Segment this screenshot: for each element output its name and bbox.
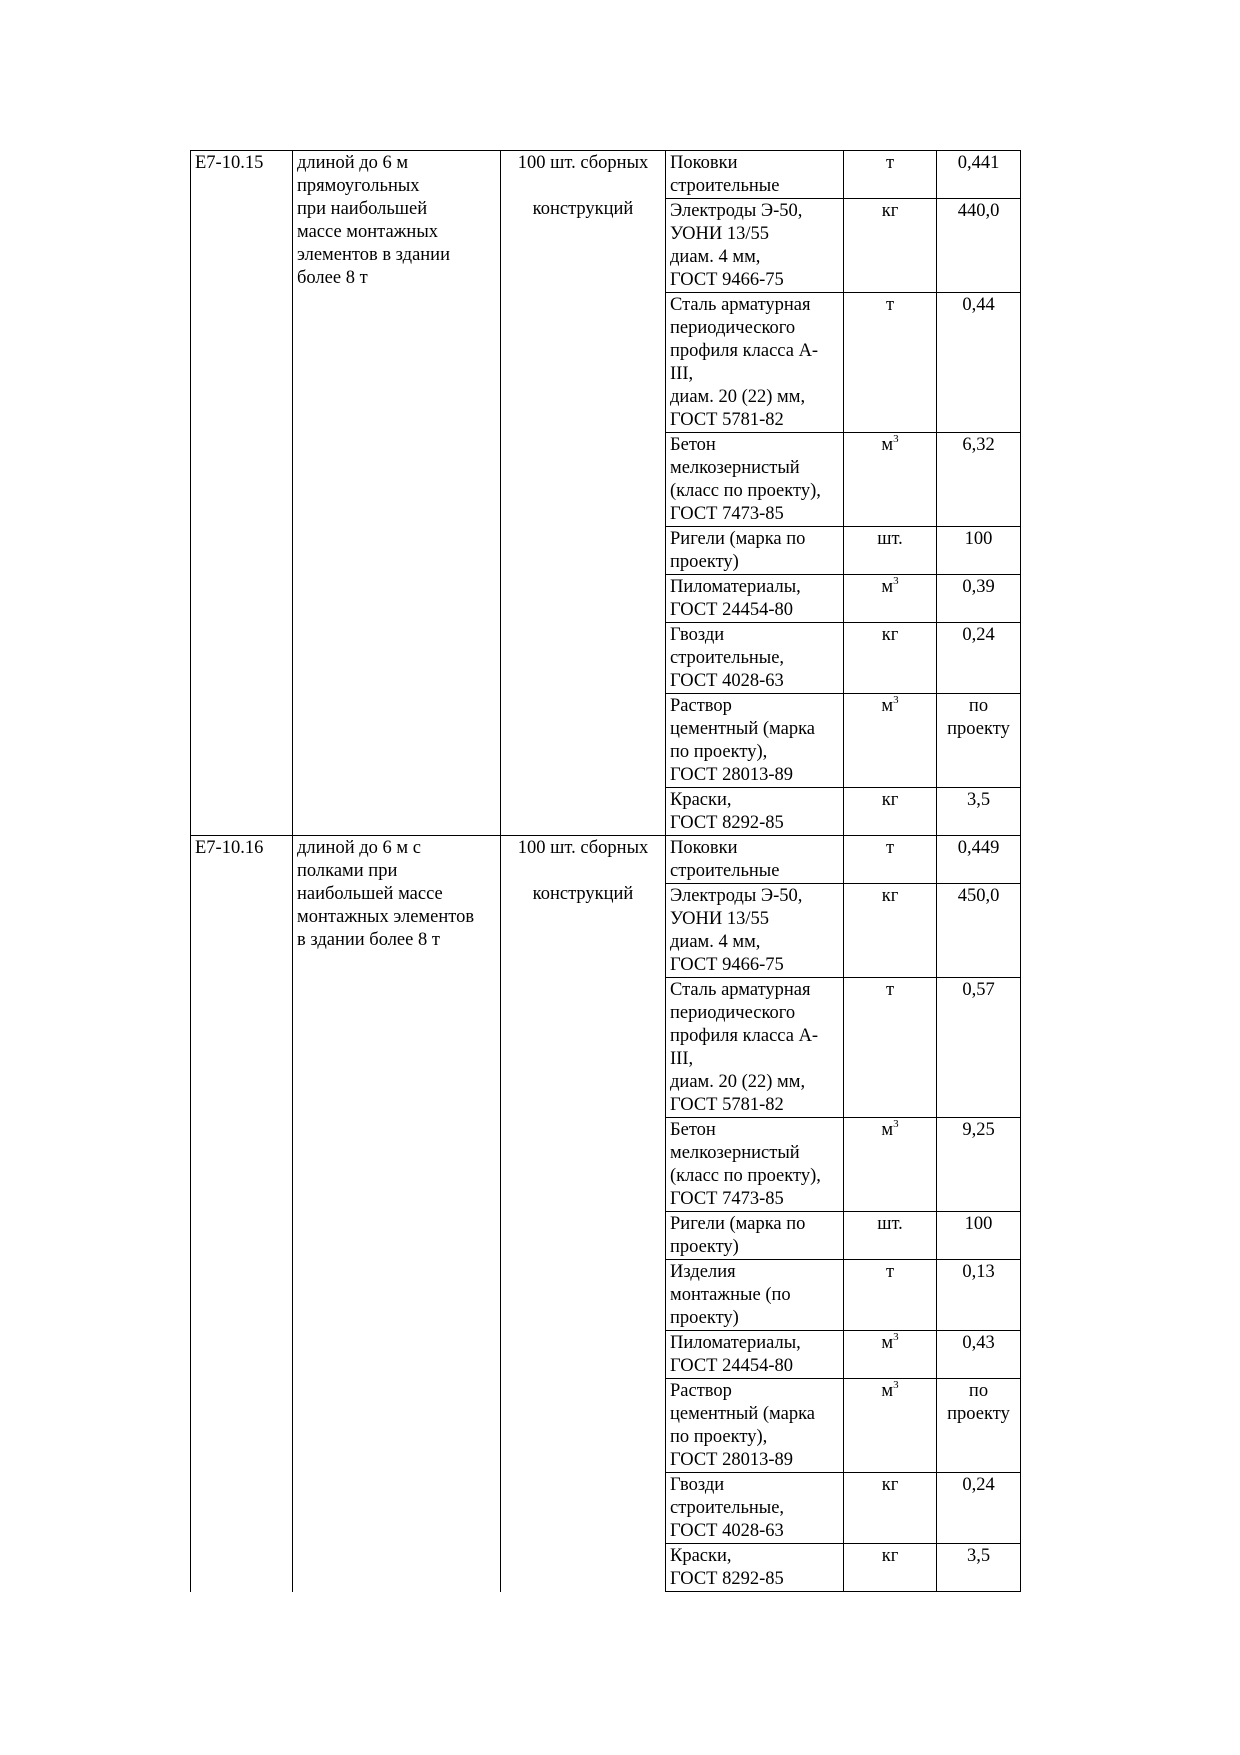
resource-quantity: по проекту: [937, 1379, 1021, 1473]
resource-name-line: профиля класса А-: [670, 1026, 819, 1046]
norm-description-line: монтажных элементов: [297, 907, 475, 927]
resource-name: [666, 527, 844, 575]
table-row: [191, 836, 1021, 884]
norm-unit-line: конструкций: [532, 199, 634, 219]
resource-unit-text: кг: [881, 886, 899, 906]
resource-name-line: Ригели (марка по: [670, 1214, 806, 1234]
resource-name: [666, 694, 844, 788]
resource-name-line: по проекту),: [670, 742, 768, 762]
document-page: [190, 150, 1020, 1592]
resource-name: [666, 151, 844, 199]
resource-name-line: Краски,: [670, 1546, 732, 1566]
resource-name-line: проекту): [670, 1237, 739, 1257]
resource-name-line: периодического: [670, 1003, 796, 1023]
resource-quantity: 0,449: [937, 836, 1021, 884]
resource-quantity: 440,0: [937, 199, 1021, 293]
resource-name-line: ГОСТ 5781-82: [670, 410, 784, 430]
resource-name-line: цементный (марка: [670, 719, 815, 739]
resource-quantity: 9,25: [937, 1118, 1021, 1212]
resource-name: [666, 199, 844, 293]
resource-name-line: ГОСТ 24454-80: [670, 600, 793, 620]
norm-description-line: более 8 т: [297, 268, 368, 288]
norm-unit: [501, 151, 666, 836]
norm-code: Е7-10.16: [191, 836, 293, 1592]
resource-unit: [844, 1260, 937, 1331]
resource-name-line: диам. 20 (22) мм,: [670, 1072, 806, 1092]
resource-name-line: Пиломатериалы,: [670, 577, 801, 597]
resource-name-line: цементный (марка: [670, 1404, 815, 1424]
resource-quantity: 100: [937, 1212, 1021, 1260]
resource-name-line: Краски,: [670, 790, 732, 810]
resource-name-line: Поковки: [670, 153, 738, 173]
resource-unit-text: т: [885, 1262, 895, 1282]
resource-name: [666, 575, 844, 623]
resource-unit-text: м: [881, 1120, 894, 1140]
norm-unit-line: 100 шт. сборных: [517, 838, 649, 858]
resource-unit-text: кг: [881, 1546, 899, 1566]
resource-unit: [844, 527, 937, 575]
resource-name-line: строительные,: [670, 1498, 785, 1518]
resource-unit-text: шт.: [877, 1214, 903, 1234]
resource-name-line: Сталь арматурная: [670, 295, 811, 315]
resource-quantity: 0,13: [937, 1260, 1021, 1331]
norm-description: [293, 151, 501, 836]
resource-unit: [844, 694, 937, 788]
resource-name: [666, 293, 844, 433]
resource-name-line: III,: [670, 364, 694, 384]
resource-name-line: диам. 20 (22) мм,: [670, 387, 806, 407]
resource-unit: [844, 199, 937, 293]
norm-description-line: элементов в здании: [297, 245, 450, 265]
resource-name-line: Бетон: [670, 435, 716, 455]
resource-name-line: ГОСТ 24454-80: [670, 1356, 793, 1376]
resource-name-line: ГОСТ 9466-75: [670, 270, 784, 290]
resource-name-line: УОНИ 13/55: [670, 909, 770, 929]
resource-unit: [844, 788, 937, 836]
resource-name-line: ГОСТ 8292-85: [670, 813, 784, 833]
resource-unit-text: м: [881, 435, 894, 455]
resource-unit-superscript: 3: [893, 693, 899, 706]
resource-name: [666, 1331, 844, 1379]
resource-name: [666, 623, 844, 694]
resource-name-line: Поковки: [670, 838, 738, 858]
resource-name: [666, 836, 844, 884]
resource-quantity: 0,24: [937, 1473, 1021, 1544]
resource-name-line: монтажные (по: [670, 1285, 791, 1305]
resource-name: [666, 1212, 844, 1260]
resource-unit: [844, 293, 937, 433]
resource-name-line: Бетон: [670, 1120, 716, 1140]
resource-name-line: ГОСТ 7473-85: [670, 504, 784, 524]
resource-unit-text: кг: [881, 201, 899, 221]
resource-quantity: 0,24: [937, 623, 1021, 694]
resource-name-line: УОНИ 13/55: [670, 224, 770, 244]
resource-unit-text: м: [881, 577, 894, 597]
resource-unit-superscript: 3: [893, 1378, 899, 1391]
resource-unit: [844, 1118, 937, 1212]
resource-name-line: ГОСТ 4028-63: [670, 1521, 784, 1541]
resource-unit: [844, 1544, 937, 1592]
resource-unit-text: кг: [881, 790, 899, 810]
resource-name: [666, 433, 844, 527]
resource-unit: [844, 836, 937, 884]
resource-unit-superscript: 3: [893, 432, 899, 445]
resource-unit: [844, 151, 937, 199]
resource-name: [666, 978, 844, 1118]
resource-name-line: строительные,: [670, 648, 785, 668]
resource-name-line: профиля класса А-: [670, 341, 819, 361]
resource-name: [666, 788, 844, 836]
norm-description-line: в здании более 8 т: [297, 930, 440, 950]
resource-name-line: Гвозди: [670, 625, 725, 645]
resource-unit-text: м: [881, 1381, 894, 1401]
norm-description-line: при наибольшей: [297, 199, 428, 219]
resource-name-line: диам. 4 мм,: [670, 247, 761, 267]
resource-quantity: 0,44: [937, 293, 1021, 433]
resource-unit-text: кг: [881, 625, 899, 645]
resource-quantity: 0,39: [937, 575, 1021, 623]
resource-unit-text: м: [881, 696, 894, 716]
resource-name-line: III,: [670, 1049, 694, 1069]
resource-name: [666, 1544, 844, 1592]
resource-norms-table: [190, 150, 1021, 1592]
resource-quantity: 0,43: [937, 1331, 1021, 1379]
norm-description-line: наибольшей массе: [297, 884, 443, 904]
resource-name: [666, 884, 844, 978]
resource-name-line: строительные: [670, 861, 780, 881]
resource-unit: [844, 884, 937, 978]
resource-name-line: Ригели (марка по: [670, 529, 806, 549]
resource-unit: [844, 978, 937, 1118]
resource-unit: [844, 1473, 937, 1544]
resource-quantity: 450,0: [937, 884, 1021, 978]
resource-name-line: Электроды Э-50,: [670, 201, 803, 221]
resource-name-line: Сталь арматурная: [670, 980, 811, 1000]
resource-quantity: 3,5: [937, 788, 1021, 836]
resource-quantity: 6,32: [937, 433, 1021, 527]
resource-name-line: диам. 4 мм,: [670, 932, 761, 952]
norm-description-line: полками при: [297, 861, 398, 881]
norm-description-line: прямоугольных: [297, 176, 420, 196]
resource-unit: [844, 1212, 937, 1260]
resource-name: [666, 1260, 844, 1331]
resource-name-line: строительные: [670, 176, 780, 196]
norm-code: Е7-10.15: [191, 151, 293, 836]
norm-description-line: массе монтажных: [297, 222, 439, 242]
resource-name-line: ГОСТ 5781-82: [670, 1095, 784, 1115]
resource-name-line: ГОСТ 9466-75: [670, 955, 784, 975]
resource-name-line: ГОСТ 7473-85: [670, 1189, 784, 1209]
resource-name-line: Пиломатериалы,: [670, 1333, 801, 1353]
resource-name-line: ГОСТ 28013-89: [670, 1450, 793, 1470]
resource-name-line: ГОСТ 4028-63: [670, 671, 784, 691]
resource-name: [666, 1118, 844, 1212]
resource-name-line: по проекту),: [670, 1427, 768, 1447]
resource-name-line: мелкозернистый: [670, 458, 800, 478]
resource-unit-text: шт.: [877, 529, 903, 549]
resource-name-line: (класс по проекту),: [670, 481, 821, 501]
resource-unit: [844, 433, 937, 527]
resource-name-line: проекту): [670, 1308, 739, 1328]
resource-name-line: периодического: [670, 318, 796, 338]
resource-unit-text: м: [881, 1333, 894, 1353]
resource-quantity: 100: [937, 527, 1021, 575]
norm-description-line: длиной до 6 м с: [297, 838, 421, 858]
resource-name-line: мелкозернистый: [670, 1143, 800, 1163]
resource-quantity: по проекту: [937, 694, 1021, 788]
resource-name-line: Электроды Э-50,: [670, 886, 803, 906]
resource-name-line: (класс по проекту),: [670, 1166, 821, 1186]
resource-name: [666, 1473, 844, 1544]
resource-name-line: Изделия: [670, 1262, 736, 1282]
resource-quantity: 0,57: [937, 978, 1021, 1118]
norm-unit: [501, 836, 666, 1592]
resource-quantity: 0,441: [937, 151, 1021, 199]
resource-unit: [844, 1331, 937, 1379]
resource-unit: [844, 575, 937, 623]
resource-unit-text: т: [885, 153, 895, 173]
table-row: [191, 151, 1021, 199]
resource-name: [666, 1379, 844, 1473]
resource-name-line: Раствор: [670, 696, 732, 716]
resource-name-line: ГОСТ 28013-89: [670, 765, 793, 785]
resource-name-line: ГОСТ 8292-85: [670, 1569, 784, 1589]
resource-name-line: Раствор: [670, 1381, 732, 1401]
norm-description: [293, 836, 501, 1592]
resource-unit-superscript: 3: [893, 1117, 899, 1130]
resource-unit: [844, 1379, 937, 1473]
resource-unit-text: т: [885, 295, 895, 315]
resource-unit-superscript: 3: [893, 574, 899, 587]
resource-unit: [844, 623, 937, 694]
norms-table-body: [191, 151, 1021, 1592]
resource-name-line: Гвозди: [670, 1475, 725, 1495]
norm-unit-line: конструкций: [532, 884, 634, 904]
resource-quantity: 3,5: [937, 1544, 1021, 1592]
resource-name-line: проекту): [670, 552, 739, 572]
norm-description-line: длиной до 6 м: [297, 153, 409, 173]
resource-unit-text: т: [885, 980, 895, 1000]
resource-unit-superscript: 3: [893, 1330, 899, 1343]
resource-unit-text: кг: [881, 1475, 899, 1495]
resource-unit-text: т: [885, 838, 895, 858]
norm-unit-line: 100 шт. сборных: [517, 153, 649, 173]
